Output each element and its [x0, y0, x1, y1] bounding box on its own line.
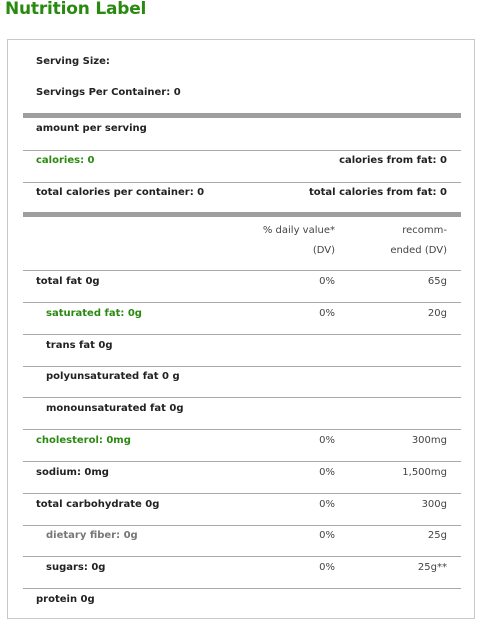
row-divider: [23, 525, 461, 526]
sodium-label: sodium: 0mg: [36, 467, 109, 478]
row-divider: [23, 429, 461, 430]
polyunsaturated-fat-label: polyunsaturated fat 0 g: [46, 371, 180, 382]
total-calories-per-container-label: total calories per container: 0: [36, 187, 205, 198]
sodium-daily-value: 0%: [319, 467, 335, 478]
total-fat-daily-value: 0%: [319, 276, 335, 287]
trans-fat-label: trans fat 0g: [46, 340, 113, 351]
sugars-recommended: 25g**: [417, 562, 447, 573]
calories-label: calories: 0: [36, 155, 95, 166]
daily-value-header-sub: (DV): [312, 245, 335, 256]
daily-value-header: % daily value*: [262, 225, 335, 236]
row-divider: [23, 302, 461, 303]
calories-from-fat-label: calories from fat: 0: [339, 155, 447, 166]
row-divider: [23, 461, 461, 462]
nutrition-label-panel: [7, 39, 475, 619]
recommended-header: recomm-: [402, 225, 447, 236]
total-calories-from-fat-label: total calories from fat: 0: [308, 187, 447, 198]
sugars-label: sugars: 0g: [46, 562, 106, 573]
total-fat-label: total fat 0g: [36, 276, 100, 287]
section-divider-bar: [23, 212, 461, 217]
section-divider-bar: [23, 113, 461, 118]
row-divider: [23, 397, 461, 398]
servings-per-container-label: Servings Per Container: 0: [36, 87, 181, 98]
saturated-fat-daily-value: 0%: [319, 308, 335, 319]
row-divider: [23, 150, 461, 151]
row-divider: [23, 588, 461, 589]
monounsaturated-fat-label: monounsaturated fat 0g: [46, 403, 184, 414]
dietary-fiber-label: dietary fiber: 0g: [46, 530, 138, 541]
sodium-recommended: 1,500mg: [402, 467, 447, 478]
recommended-header-sub: ended (DV): [390, 245, 447, 256]
row-divider: [23, 493, 461, 494]
amount-per-serving-label: amount per serving: [36, 123, 147, 134]
protein-label: protein 0g: [36, 594, 95, 605]
cholesterol-label: cholesterol: 0mg: [36, 435, 131, 446]
row-divider: [23, 334, 461, 335]
dietary-fiber-recommended: 25g: [427, 530, 447, 541]
cholesterol-daily-value: 0%: [319, 435, 335, 446]
saturated-fat-label: saturated fat: 0g: [46, 308, 142, 319]
page-title: Nutrition Label: [5, 0, 147, 19]
saturated-fat-recommended: 20g: [427, 308, 447, 319]
total-carbohydrate-recommended: 300g: [421, 499, 447, 510]
row-divider: [23, 182, 461, 183]
row-divider: [23, 556, 461, 557]
row-divider: [23, 366, 461, 367]
total-carbohydrate-label: total carbohydrate 0g: [36, 499, 160, 510]
serving-size-label: Serving Size:: [36, 56, 110, 67]
sugars-daily-value: 0%: [319, 562, 335, 573]
dietary-fiber-daily-value: 0%: [319, 530, 335, 541]
total-fat-recommended: 65g: [427, 276, 447, 287]
row-divider: [23, 270, 461, 271]
cholesterol-recommended: 300mg: [411, 435, 447, 446]
total-carbohydrate-daily-value: 0%: [319, 499, 335, 510]
